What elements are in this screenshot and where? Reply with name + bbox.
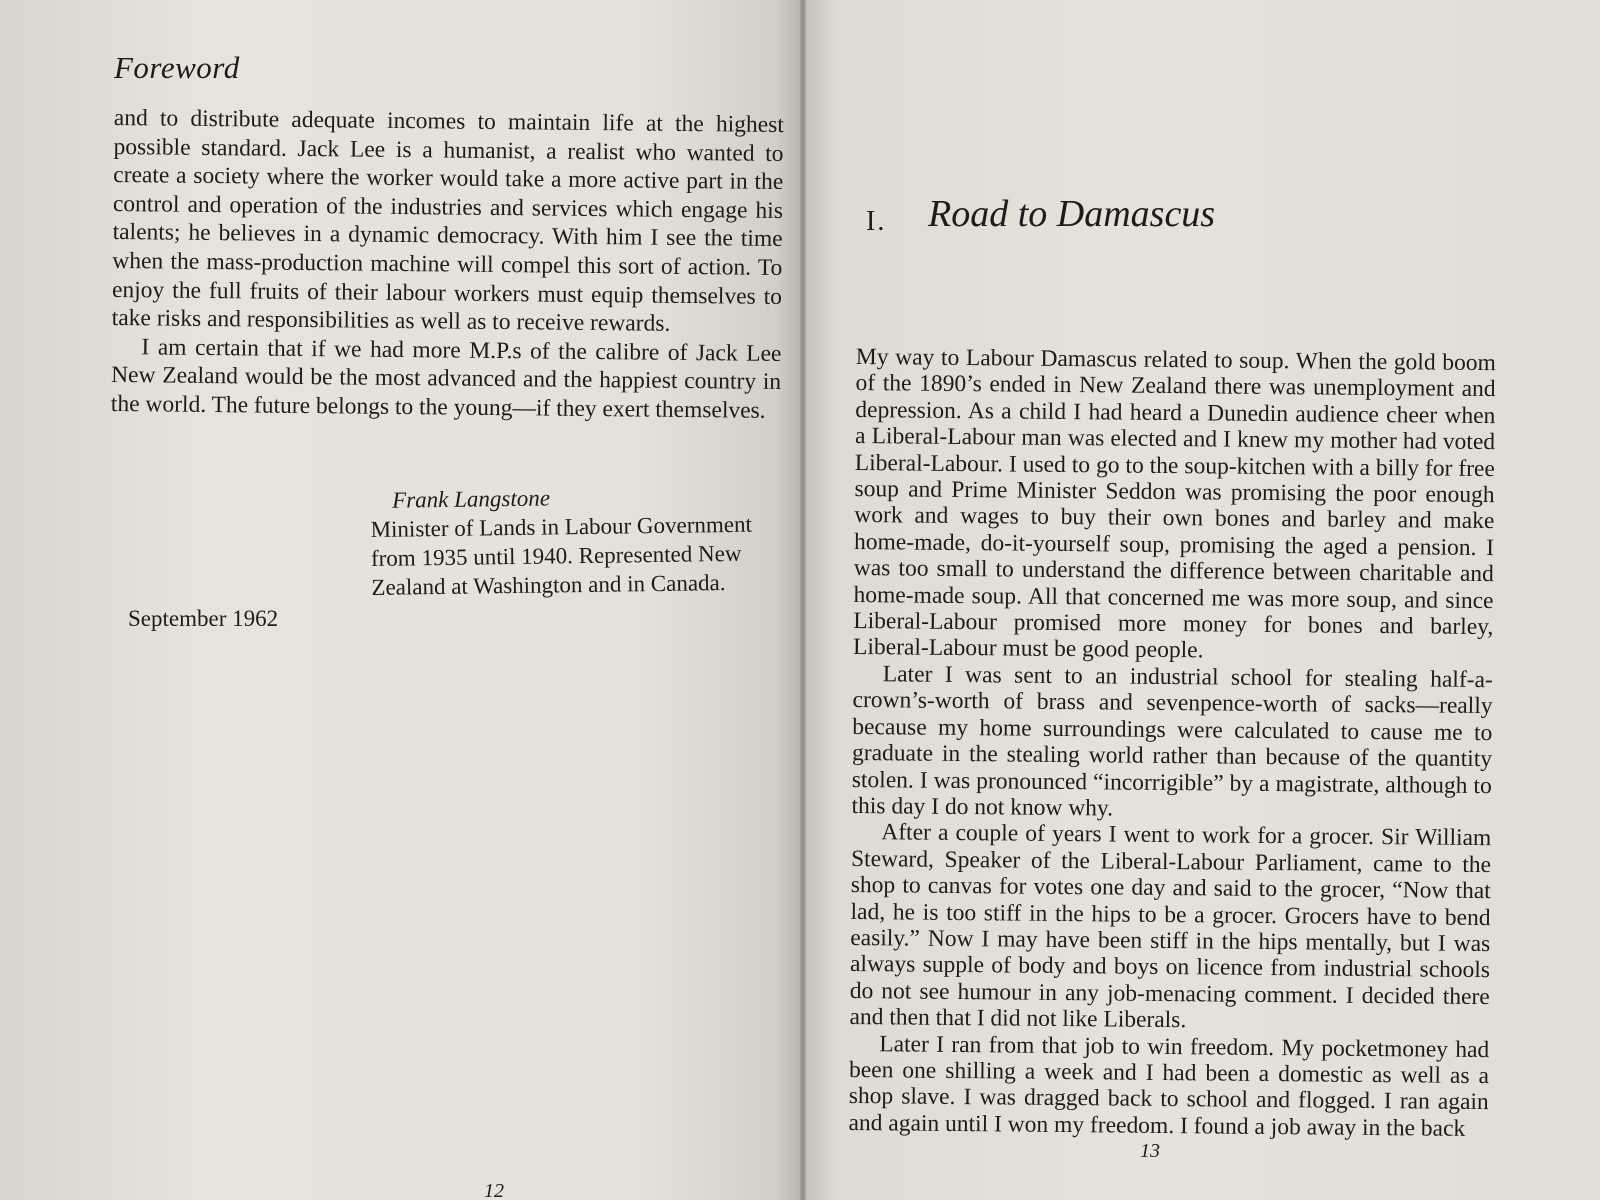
paragraph: and to distribute adequate incomes to maintain life at the highest possible standard. Jack Lee is a humanist, a realist who wanted to create a society where the worker would take a more active part in the control and operation of the industries and services which engage his talents; he believes in a dynamic democracy. With him I see the time when the mass-production machine will compel this sort of action. To enjoy the full fruits of their labour workers must equip themselves to take risks and responsibilities as well as to receive rewards. bbox=[111, 104, 784, 337]
signature-block bbox=[370, 480, 787, 602]
page-number: 13 bbox=[1140, 1140, 1160, 1162]
paragraph: My way to Labour Damascus related to soup. When the gold boom of the 1890’s ended in New Zealand there was unemployment and depression. As a child I had heard a Dunedin audience cheer when a Liberal-Labour man was elected and I knew my mother had voted Liberal-Labour. I used to go to the soup-kitchen with a billy for free soup and Prime Minister Seddon was promising the poor enough work and wages to buy their own bones and barley and make home-made, do-it-yourself soup, promising the aged a pension. I was too small to understand the difference between charitable and home-made soup. All that concerned me was more soup, and since Liberal-Labour promised more money for bones and barley, Liberal-Labour must be good people. bbox=[852, 344, 1496, 664]
chapter-body bbox=[848, 344, 1496, 1142]
chapter-title: Road to Damascus bbox=[928, 193, 1216, 235]
dateline: September 1962 bbox=[128, 606, 279, 631]
signature-name: Frank Langstone bbox=[392, 485, 551, 513]
chapter-number: I. bbox=[866, 206, 887, 237]
running-head: Foreword bbox=[114, 50, 240, 85]
signature-role: Minister of Lands in Labour Government from 1935 until 1940. Represented New Zealand at Washington and in Canada. bbox=[370, 511, 753, 600]
paragraph: Later I was sent to an industrial school for stealing half-a-crown’s-worth of brass and sevenpence-worth of sacks—really because my home surroundings were calculated to cause me to graduate in the stealing world rather than because of the quantity stolen. I was pronounced “incorrigible” by a magistrate, although to this day I do not know why. bbox=[851, 661, 1493, 822]
paragraph: After a couple of years I went to work for a grocer. Sir William Steward, Speaker of the Liberal-Labour Parliament, came to the shop to canvas for votes one day and said to the grocer, “Now that lad, he is too stiff in the hips to be a grocer. Grocers have to bend easily.” Now I may have been stiff in the hips mentally, but I was always supple of body and boys on licence from industrial schools do not see humour in any job-menacing comment. I decided there and then that I did not like Liberals. bbox=[849, 819, 1492, 1034]
paragraph: Later I ran from that job to win freedom. My pocketmoney had been one shilling a week and I had been a domestic as well as a shop slave. I was dragged back to school and flogged. I ran again and again until I won my freedom. I found a job away in the back bbox=[848, 1030, 1490, 1142]
page-number: 12 bbox=[484, 1180, 504, 1200]
paragraph: I am certain that if we had more M.P.s of the calibre of Jack Lee New Zealand would be the most advanced and the happiest country in the world. The future belongs to the young—if they exert themselves. bbox=[110, 334, 782, 424]
foreword-body bbox=[111, 104, 784, 426]
